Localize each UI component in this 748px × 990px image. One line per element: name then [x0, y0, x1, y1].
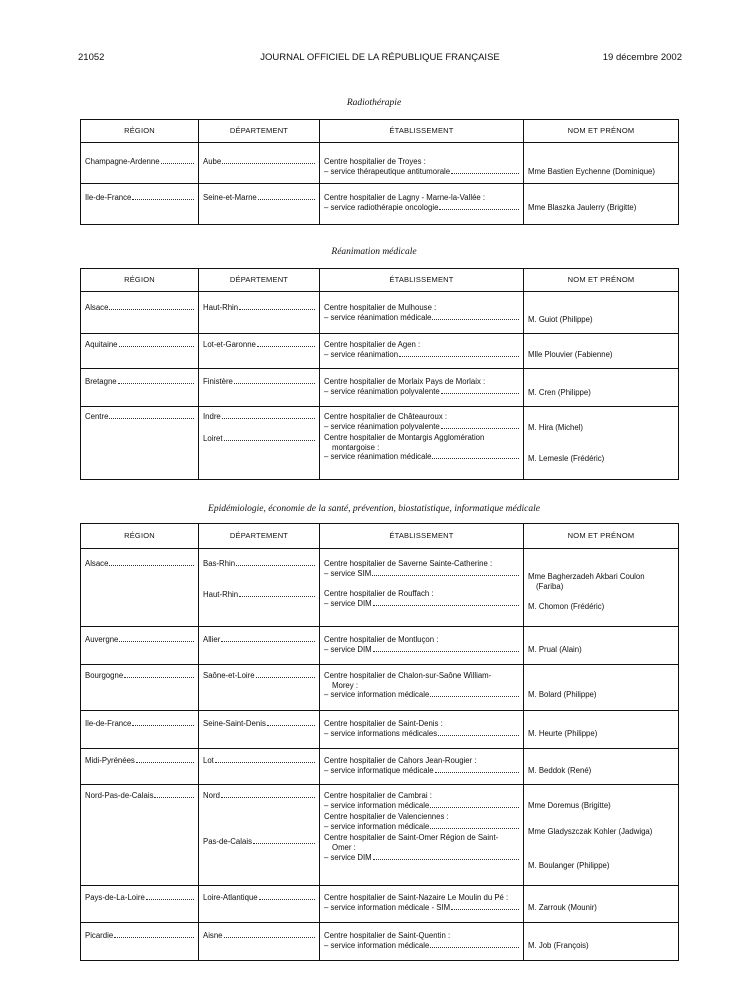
col-header-etablissement: ÉTABLISSEMENT [320, 269, 524, 292]
table-row [81, 923, 679, 961]
table-row [81, 143, 679, 184]
etablissement-name-cont: Morey : [332, 680, 358, 690]
col-header-nom: NOM ET PRÉNOM [524, 120, 679, 143]
table-radiotherapie [80, 119, 679, 225]
table-reanimation [80, 268, 679, 480]
region-cell: Picardie [85, 931, 194, 941]
col-header-region: RÉGION [81, 120, 199, 143]
departement-cell: Lot-et-Garonne [203, 340, 315, 350]
region-cell: Ile-de-France [85, 193, 194, 203]
table-row [81, 369, 679, 407]
region-cell: Bretagne [85, 377, 194, 387]
table-row [81, 627, 679, 665]
col-header-region: RÉGION [81, 269, 199, 292]
table-epidemiologie [80, 523, 679, 961]
person-name: Mme Bastien Eychenne (Dominique) [528, 167, 655, 176]
region-cell: Alsace [85, 303, 194, 313]
table-header [81, 269, 679, 292]
section-title: Réanimation médicale [331, 247, 417, 257]
departement-cell: Bas-Rhin [203, 559, 315, 569]
service-name: – service information médicale [324, 801, 519, 811]
table-row [81, 886, 679, 923]
table-header [81, 524, 679, 549]
person-name: M. Bolard (Philippe) [528, 690, 597, 699]
section-title: Epidémiologie, économie de la santé, prévention, biostatistique, informatique médicale [208, 504, 540, 514]
person-name: M. Cren (Philippe) [528, 388, 591, 397]
etablissement-name: Centre hospitalier de Chalon-sur-Saône William- [324, 671, 492, 680]
person-name: Mme Bagherzadeh Akbari Coulon [528, 572, 645, 581]
etablissement-name: Centre hospitalier de Saint-Denis : [324, 719, 443, 728]
etablissement-name: Centre hospitalier de Saint-Quentin : [324, 931, 451, 940]
departement-cell: Seine-et-Marne [203, 193, 315, 203]
service-name: – service information médicale - SIM [324, 903, 519, 913]
person-name: Mme Gladyszczak Kohler (Jadwiga) [528, 826, 653, 836]
departement-cell: Aube [203, 157, 315, 167]
departement-cell: Allier [203, 635, 315, 645]
departement-cell: Pas-de-Calais [203, 837, 315, 847]
service-name: – service réanimation [324, 350, 519, 360]
region-cell: Pays-de-La-Loire [85, 893, 194, 903]
etablissement-name: Centre hospitalier de Agen : [324, 340, 421, 349]
page-header [78, 52, 682, 66]
region-cell: Aquitaine [85, 340, 194, 350]
person-name: M. Chomon (Frédéric) [528, 602, 605, 612]
service-name: – service réanimation polyvalente [324, 422, 519, 432]
departement-cell: Haut-Rhin [203, 590, 315, 600]
table-row [81, 184, 679, 225]
person-name: Mme Doremus (Brigitte) [528, 801, 611, 810]
etablissement-name: Centre hospitalier de Rouffach : [324, 589, 434, 599]
departement-cell: Lot [203, 756, 315, 766]
journal-title: JOURNAL OFFICIEL DE LA RÉPUBLIQUE FRANÇAISE [260, 52, 500, 63]
departement-cell: Loire-Atlantique [203, 893, 315, 903]
person-name: M. Boulanger (Philippe) [528, 861, 610, 871]
departement-cell: Saône-et-Loire [203, 671, 315, 681]
table-row [81, 785, 679, 886]
page-number: 21052 [78, 52, 105, 63]
service-name: – service informatique médicale [324, 766, 519, 776]
etablissement-name-cont: montargoise : [332, 442, 380, 452]
person-name: M. Zarrouk (Mounir) [528, 903, 597, 912]
etablissement-name: Centre hospitalier de Cahors Jean-Rougier : [324, 756, 477, 765]
departement-cell: Seine-Saint-Denis [203, 719, 315, 729]
region-cell: Ile-de-France [85, 719, 194, 729]
region-cell: Midi-Pyrénées [85, 756, 194, 766]
service-name: – service information médicale [324, 822, 519, 832]
person-name: M. Job (François) [528, 941, 589, 950]
etablissement-name-cont: Omer : [332, 842, 356, 852]
col-header-nom: NOM ET PRÉNOM [524, 524, 679, 549]
service-name: – service SIM [324, 569, 519, 579]
section-title: Radiothérapie [346, 98, 402, 108]
etablissement-name: Centre hospitalier de Montargis Agglomération [324, 433, 485, 443]
service-name: – service DIM [324, 599, 519, 609]
table-row [81, 665, 679, 711]
person-name: M. Guiot (Philippe) [528, 315, 593, 324]
person-name: M. Lemesle (Frédéric) [528, 453, 605, 463]
col-header-region: RÉGION [81, 524, 199, 549]
region-cell: Alsace [85, 559, 194, 569]
service-name: – service DIM [324, 645, 519, 655]
region-cell: Centre [85, 412, 194, 422]
etablissement-name: Centre hospitalier de Cambrai : [324, 791, 432, 800]
col-header-nom: NOM ET PRÉNOM [524, 269, 679, 292]
etablissement-name: Centre hospitalier de Lagny - Marne-la-Vallée : [324, 193, 486, 202]
etablissement-name: Centre hospitalier de Montluçon : [324, 635, 439, 644]
etablissement-name: Centre hospitalier de Saverne Sainte-Catherine : [324, 559, 493, 568]
region-cell: Nord-Pas-de-Calais [85, 791, 194, 801]
departement-cell: Haut-Rhin [203, 303, 315, 313]
service-name: – service DIM [324, 853, 519, 863]
table-row [81, 292, 679, 334]
table-row [81, 711, 679, 749]
service-name: – service réanimation médicale [324, 452, 519, 462]
departement-cell: Indre [203, 412, 315, 422]
service-name: – service information médicale [324, 690, 519, 700]
departement-cell: Finistère [203, 377, 315, 387]
col-header-etablissement: ÉTABLISSEMENT [320, 120, 524, 143]
etablissement-name: Centre hospitalier de Châteauroux : [324, 412, 448, 421]
col-header-departement: DÉPARTEMENT [199, 524, 320, 549]
person-name: M. Heurte (Philippe) [528, 729, 598, 738]
etablissement-name: Centre hospitalier de Valenciennes : [324, 812, 449, 822]
issue-date: 19 décembre 2002 [602, 52, 682, 63]
service-name: – service thérapeutique antitumorale [324, 167, 519, 177]
person-name: Mlle Plouvier (Fabienne) [528, 350, 613, 359]
etablissement-name: Centre hospitalier de Saint-Omer Région de Saint- [324, 833, 499, 843]
region-cell: Champagne-Ardenne [85, 157, 194, 167]
table-row [81, 407, 679, 480]
etablissement-name: Centre hospitalier de Saint-Nazaire Le Moulin du Pé : [324, 893, 509, 902]
departement-cell: Aisne [203, 931, 315, 941]
table-header [81, 120, 679, 143]
col-header-departement: DÉPARTEMENT [199, 120, 320, 143]
departement-cell: Nord [203, 791, 315, 801]
region-cell: Bourgogne [85, 671, 194, 681]
service-name: – service réanimation polyvalente [324, 387, 519, 397]
col-header-etablissement: ÉTABLISSEMENT [320, 524, 524, 549]
person-name: M. Hira (Michel) [528, 423, 584, 432]
service-name: – service informations médicales [324, 729, 519, 739]
table-row [81, 749, 679, 785]
table-row [81, 549, 679, 627]
service-name: – service réanimation médicale [324, 313, 519, 323]
etablissement-name: Centre hospitalier de Morlaix Pays de Morlaix : [324, 377, 486, 386]
person-name-cont: (Fariba) [536, 581, 564, 591]
etablissement-name: Centre hospitalier de Mulhouse : [324, 303, 437, 312]
person-name: Mme Blaszka Jaulerry (Brigitte) [528, 203, 637, 212]
etablissement-name: Centre hospitalier de Troyes : [324, 157, 426, 166]
service-name: – service radiothérapie oncologie [324, 203, 519, 213]
table-row [81, 334, 679, 369]
departement-cell: Loiret [203, 434, 315, 444]
region-cell: Auvergne [85, 635, 194, 645]
service-name: – service information médicale [324, 941, 519, 951]
person-name: M. Beddok (René) [528, 766, 592, 775]
col-header-departement: DÉPARTEMENT [199, 269, 320, 292]
person-name: M. Prual (Alain) [528, 645, 582, 654]
